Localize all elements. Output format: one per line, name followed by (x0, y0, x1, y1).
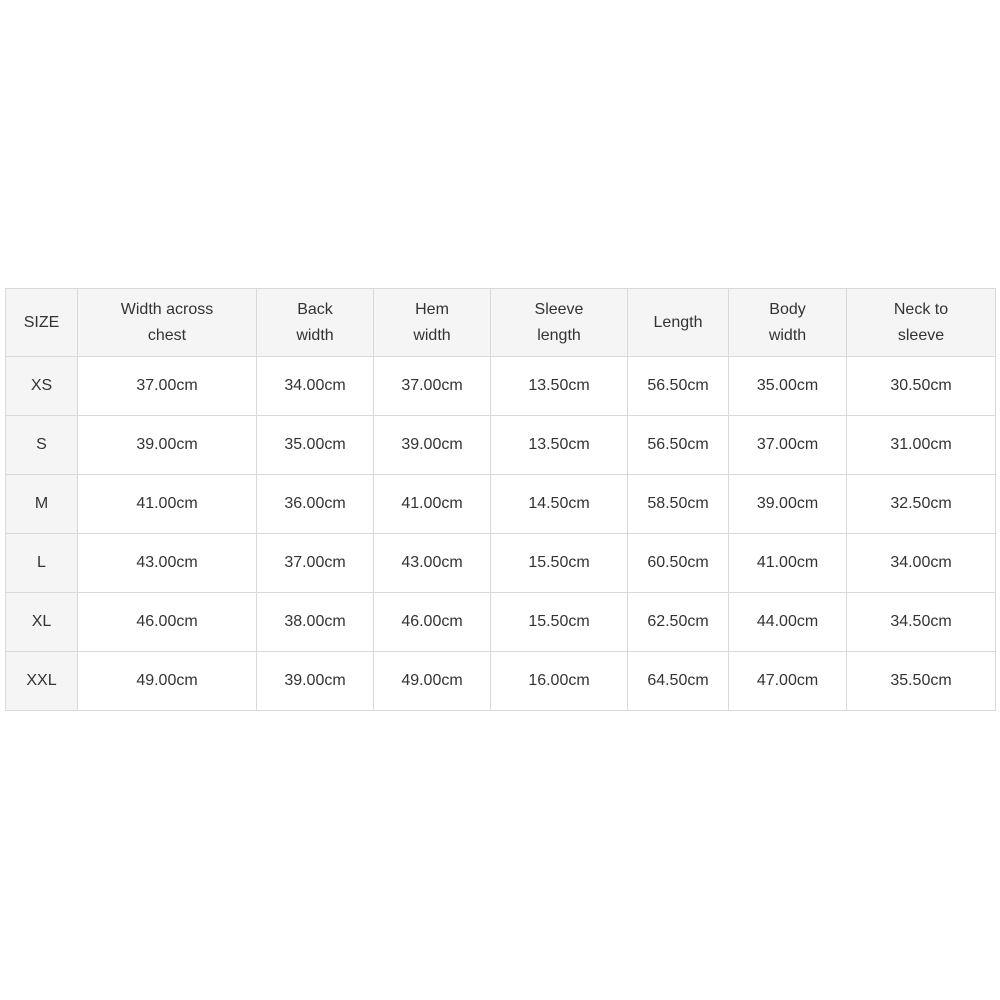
length-cell: 56.50cm (628, 416, 729, 475)
neck-to-sleeve-cell: 34.00cm (847, 534, 996, 593)
length-cell: 60.50cm (628, 534, 729, 593)
neck-to-sleeve-cell: 30.50cm (847, 357, 996, 416)
body-width-cell: 41.00cm (729, 534, 847, 593)
length-cell: 62.50cm (628, 593, 729, 652)
size-cell: XXL (6, 652, 78, 711)
size-cell: XS (6, 357, 78, 416)
body-width-cell: 37.00cm (729, 416, 847, 475)
size-cell: XL (6, 593, 78, 652)
body-width-cell: 35.00cm (729, 357, 847, 416)
sleeve-length-cell: 13.50cm (491, 357, 628, 416)
neck-to-sleeve-cell: 34.50cm (847, 593, 996, 652)
hem-width-cell: 37.00cm (374, 357, 491, 416)
back-width-cell: 36.00cm (257, 475, 374, 534)
neck-to-sleeve-cell: 35.50cm (847, 652, 996, 711)
header-label: Back width (296, 300, 334, 344)
chest-width-cell: 41.00cm (78, 475, 257, 534)
header-back-width (257, 289, 374, 357)
header-label: Body width (768, 300, 807, 344)
header-label: Sleeve length (534, 300, 584, 344)
hem-width-cell: 49.00cm (374, 652, 491, 711)
length-cell: 58.50cm (628, 475, 729, 534)
table-row (6, 357, 996, 416)
header-label: Neck to sleeve (893, 300, 949, 344)
hem-width-cell: 46.00cm (374, 593, 491, 652)
length-cell: 56.50cm (628, 357, 729, 416)
sleeve-length-cell: 16.00cm (491, 652, 628, 711)
header-neck-to-sleeve (847, 289, 996, 357)
hem-width-cell: 43.00cm (374, 534, 491, 593)
table-header (6, 289, 996, 357)
back-width-cell: 34.00cm (257, 357, 374, 416)
header-hem-width (374, 289, 491, 357)
back-width-cell: 37.00cm (257, 534, 374, 593)
header-label: SIZE (23, 313, 60, 331)
header-sleeve-length (491, 289, 628, 357)
header-body-width (729, 289, 847, 357)
back-width-cell: 38.00cm (257, 593, 374, 652)
chest-width-cell: 37.00cm (78, 357, 257, 416)
back-width-cell: 39.00cm (257, 652, 374, 711)
size-cell: M (6, 475, 78, 534)
neck-to-sleeve-cell: 32.50cm (847, 475, 996, 534)
length-cell: 64.50cm (628, 652, 729, 711)
header-label: Width across chest (120, 300, 214, 344)
chest-width-cell: 43.00cm (78, 534, 257, 593)
header-length (628, 289, 729, 357)
sleeve-length-cell: 13.50cm (491, 416, 628, 475)
chest-width-cell: 39.00cm (78, 416, 257, 475)
chest-width-cell: 49.00cm (78, 652, 257, 711)
header-label: Length (653, 313, 703, 331)
table-row (6, 475, 996, 534)
header-row (6, 289, 996, 357)
body-width-cell: 47.00cm (729, 652, 847, 711)
table-row (6, 652, 996, 711)
table-row (6, 593, 996, 652)
body-width-cell: 39.00cm (729, 475, 847, 534)
header-label: Hem width (413, 300, 451, 344)
table-body (6, 357, 996, 711)
sleeve-length-cell: 15.50cm (491, 593, 628, 652)
header-size (6, 289, 78, 357)
body-width-cell: 44.00cm (729, 593, 847, 652)
table-row (6, 416, 996, 475)
chest-width-cell: 46.00cm (78, 593, 257, 652)
table-row (6, 534, 996, 593)
header-width-across-chest (78, 289, 257, 357)
hem-width-cell: 39.00cm (374, 416, 491, 475)
size-cell: L (6, 534, 78, 593)
size-chart-table (5, 288, 996, 711)
size-cell: S (6, 416, 78, 475)
sleeve-length-cell: 15.50cm (491, 534, 628, 593)
sleeve-length-cell: 14.50cm (491, 475, 628, 534)
back-width-cell: 35.00cm (257, 416, 374, 475)
hem-width-cell: 41.00cm (374, 475, 491, 534)
neck-to-sleeve-cell: 31.00cm (847, 416, 996, 475)
